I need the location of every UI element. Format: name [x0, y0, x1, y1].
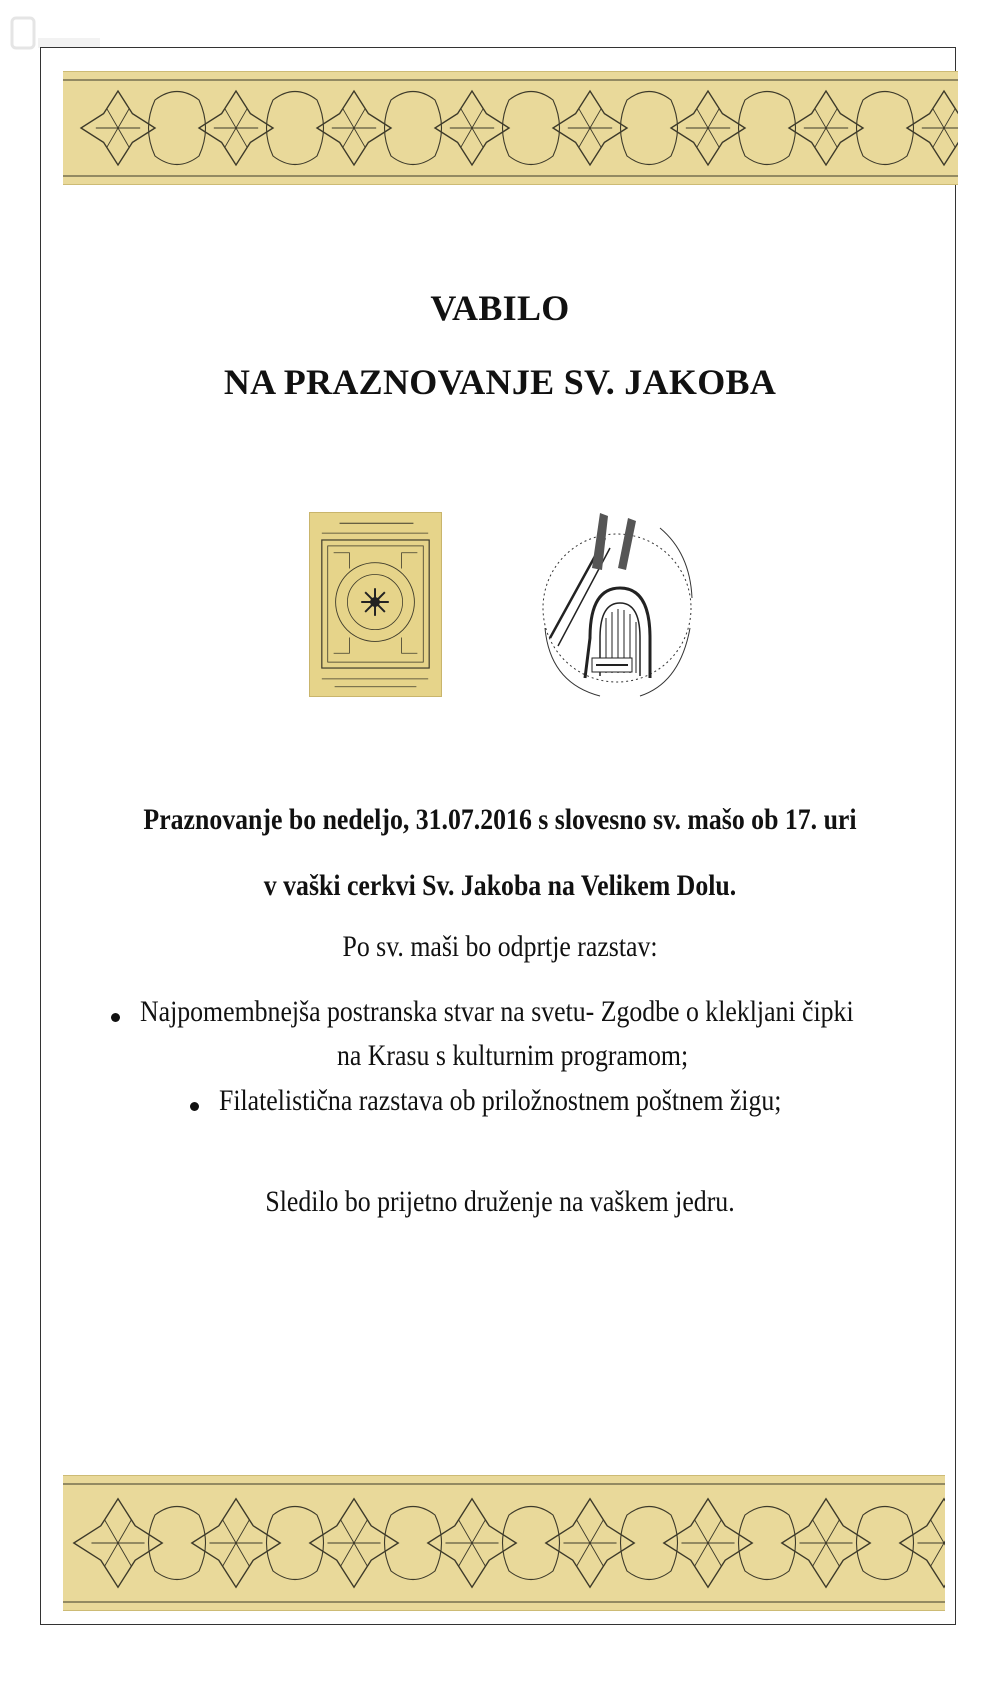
bullet-icon [111, 1013, 120, 1022]
postmark-stamp-icon [530, 508, 705, 703]
lace-pattern-icon [309, 512, 442, 697]
exhibit-item-1: Najpomembnejša postranska stvar na svetu- Zgodbe o klekljani čipki [140, 995, 854, 1028]
lace-border-bottom-icon [63, 1475, 945, 1611]
exhibit-intro: Po sv. maši bo odprtje razstav: [342, 930, 658, 963]
invitation-subtitle: NA PRAZNOVANJE SV. JAKOBA [223, 362, 777, 402]
exhibit-item-1-continuation: na Krasu s kulturnim programom; [337, 1039, 689, 1072]
invitation-title: VABILO [430, 288, 570, 328]
lace-border-top-icon [63, 71, 958, 185]
closing-line: Sledilo bo prijetno druženje na vaškem jedru. [265, 1185, 735, 1218]
exhibit-item-2: Filatelistična razstava ob priložnostnem poštnem žigu; [219, 1084, 782, 1117]
date-line: Praznovanje bo nedeljo, 31.07.2016 s slovesno sv. mašo ob 17. uri [143, 803, 857, 836]
bullet-icon [190, 1102, 199, 1111]
church-line: v vaški cerkvi Sv. Jakoba na Velikem Dolu. [263, 869, 737, 902]
